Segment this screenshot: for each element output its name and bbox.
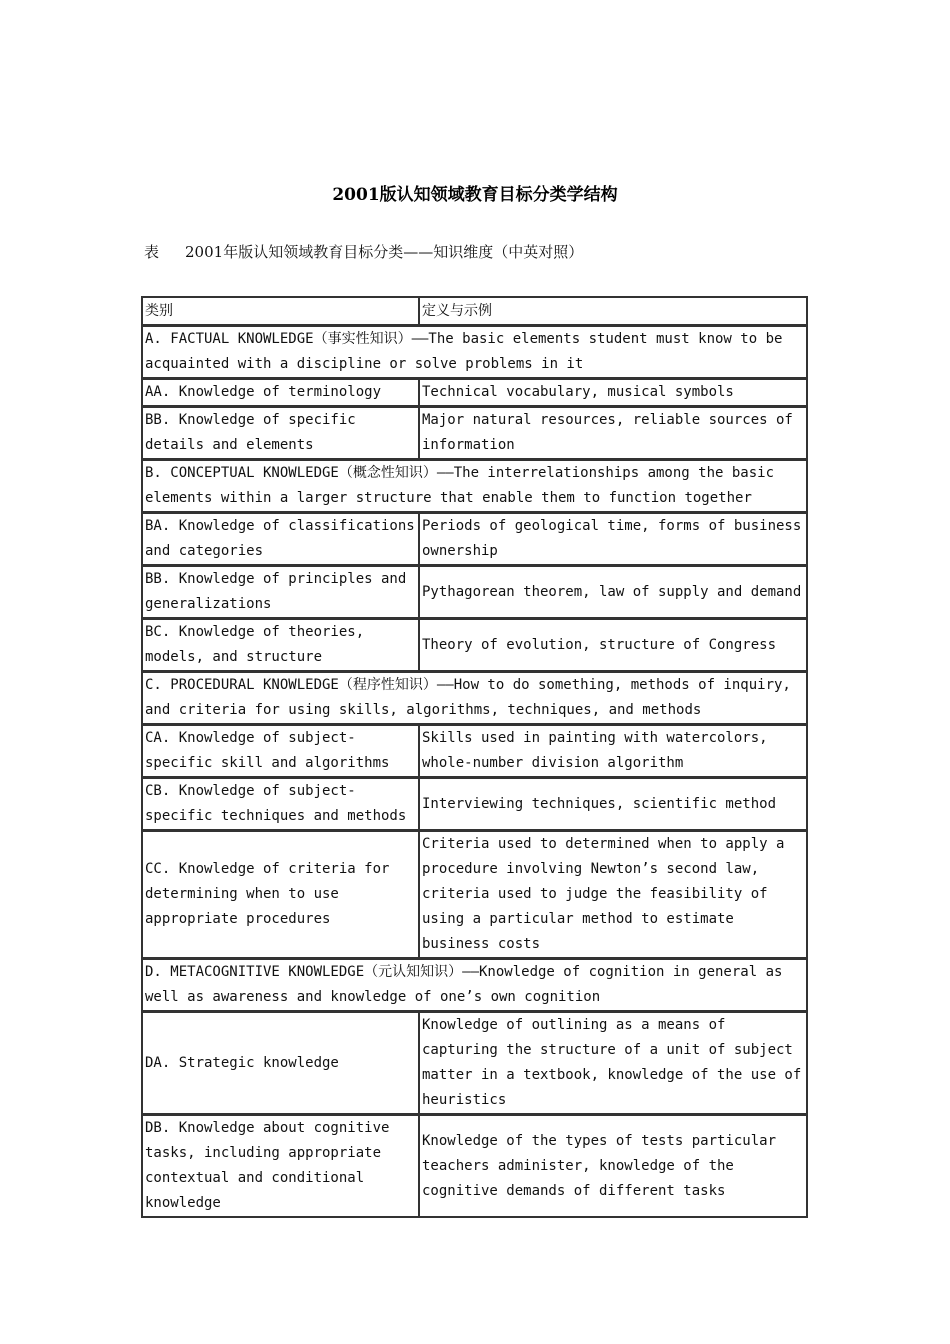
item-example: Major natural resources, reliable sources of information (419, 406, 807, 459)
table-row (142, 378, 807, 406)
category-row (142, 459, 807, 512)
item-label: CC. Knowledge of criteria for determining when to use appropriate procedures (142, 830, 419, 958)
category-row (142, 325, 807, 378)
category-a-cell: A. FACTUAL KNOWLEDGE（事实性知识）——The basic elements student must know to be acquainted with a discipline or solve problems in it (142, 325, 807, 378)
item-label: BC. Knowledge of theories, models, and structure (142, 618, 419, 671)
item-label: BA. Knowledge of classifications and categories (142, 512, 419, 565)
item-example: Pythagorean theorem, law of supply and demand (419, 565, 807, 618)
category-c-cell: C. PROCEDURAL KNOWLEDGE（程序性知识）——How to do something, methods of inquiry, and criteria for using skills, algorithms, techniques, and methods (142, 671, 807, 724)
item-example: Theory of evolution, structure of Congress (419, 618, 807, 671)
item-example: Skills used in painting with watercolors, whole-number division algorithm (419, 724, 807, 777)
table-row (142, 777, 807, 830)
table-header-row (142, 297, 807, 325)
table-row (142, 1114, 807, 1217)
table-row (142, 406, 807, 459)
item-label: DB. Knowledge about cognitive tasks, including appropriate contextual and conditional knowledge (142, 1114, 419, 1217)
category-b-cell: B. CONCEPTUAL KNOWLEDGE（概念性知识）——The interrelationships among the basic elements within a larger structure that enable them to function together (142, 459, 807, 512)
table-row (142, 1011, 807, 1114)
item-example: Interviewing techniques, scientific method (419, 777, 807, 830)
item-example: Technical vocabulary, musical symbols (419, 378, 807, 406)
table-row (142, 830, 807, 958)
item-label: CA. Knowledge of subject-specific skill and algorithms (142, 724, 419, 777)
table-row (142, 565, 807, 618)
item-label: CB. Knowledge of subject-specific techniques and methods (142, 777, 419, 830)
item-label: BB. Knowledge of specific details and elements (142, 406, 419, 459)
table-row (142, 618, 807, 671)
header-category: 类别 (142, 297, 419, 325)
header-definition-example: 定义与示例 (419, 297, 807, 325)
document-title: 2001版认知领域教育目标分类学结构 (332, 185, 618, 205)
item-label: AA. Knowledge of terminology (142, 378, 419, 406)
item-example: Periods of geological time, forms of business ownership (419, 512, 807, 565)
knowledge-dimension-table (141, 296, 808, 1218)
item-label: DA. Strategic knowledge (142, 1011, 419, 1114)
category-d-cell: D. METACOGNITIVE KNOWLEDGE（元认知知识）——Knowledge of cognition in general as well as awareness and knowledge of one’s own cognition (142, 958, 807, 1011)
caption-label: 表 (144, 243, 160, 261)
table-row (142, 512, 807, 565)
category-row (142, 958, 807, 1011)
category-row (142, 671, 807, 724)
table-caption (144, 240, 583, 264)
caption-text: 2001年版认知领域教育目标分类——知识维度（中英对照） (185, 243, 584, 261)
item-label: BB. Knowledge of principles and generalizations (142, 565, 419, 618)
item-example: Knowledge of outlining as a means of capturing the structure of a unit of subject matter in a textbook, knowledge of the use of heuristics (419, 1011, 807, 1114)
table-row (142, 724, 807, 777)
item-example: Criteria used to determined when to apply a procedure involving Newton’s second law, criteria used to judge the feasibility of using a particular method to estimate business costs (419, 830, 807, 958)
item-example: Knowledge of the types of tests particular teachers administer, knowledge of the cognitive demands of different tasks (419, 1114, 807, 1217)
